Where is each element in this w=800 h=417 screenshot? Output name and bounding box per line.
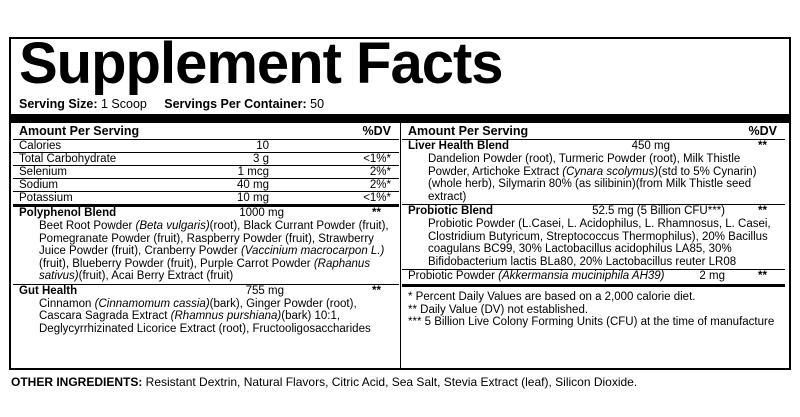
- footnote-3: *** 5 Billion Live Colony Forming Units (CFU) at the time of manufacture: [408, 316, 775, 328]
- serving-size-value: 1 Scoop: [100, 97, 147, 111]
- nutrient-name: Sodium: [19, 179, 58, 191]
- nutrient-list: [13, 140, 399, 207]
- nutrient-amount: 40 mg: [237, 179, 269, 191]
- footnotes: [402, 287, 785, 329]
- gut-ingredients: Cinnamon (Cinnamomum cassia)(bark), Ginger Powder (root), Cascara Sagrada Extract (Rhamnus purshiana)(bark) 10:1, Deglycyrrhizinated Licorice Extract (root), Fructooligosaccharides: [39, 297, 371, 335]
- polyphenol-amount: 1000 mg: [239, 207, 284, 219]
- left-header: [13, 123, 399, 140]
- nutrient-name: Total Carbohydrate: [19, 153, 117, 165]
- gut-amount: 755 mg: [245, 284, 284, 297]
- nutrient-row: [13, 166, 399, 179]
- liver-health-blend: [402, 140, 785, 205]
- servings-container-value: 50: [310, 97, 325, 111]
- nutrient-dv: 2%*: [369, 179, 391, 191]
- right-header-dv: %DV: [748, 124, 777, 138]
- footnote-1: * Percent Daily Values are based on a 2,000 calorie diet.: [408, 291, 696, 303]
- probiotic-amount: 52.5 mg (5 Billion CFU***): [592, 205, 725, 217]
- nutrient-amount: 1 mcg: [237, 166, 269, 178]
- nutrient-amount: 10: [256, 140, 269, 152]
- thick-divider: [11, 114, 789, 123]
- liver-dv: **: [758, 140, 767, 152]
- gut-dv: **: [372, 284, 381, 297]
- right-header: [402, 123, 785, 140]
- nutrient-name: Potassium: [19, 192, 73, 204]
- probiotic-ingredients: Probiotic Powder (L.Casei, L. Acidophilus, L. Rhamnosus, L. Casei, Clostridium Butyricum, Streptococcus Thermophilus), 20% Bacillus coagulans BC99, 30% Lactobacillus acidophilus LA85, 30% Bifidobacterium lactis BLa80, 20% Lactobacillus reuter LR08: [428, 218, 771, 268]
- other-ingredients: [11, 375, 637, 389]
- polyphenol-ingredients: Beet Root Powder (Beta vulgaris)(root), Black Currant Powder (fruit), Pomegranate Powder (fruit), Raspberry Powder (fruit), Strawberry Juice Powder (fruit), Cranberry Powder (Vaccinium macrocarpon L.)(fruit), Blueberry Powder (fruit), Purple Carrot Powder (Raphanus sativus)(fruit), Acai Berry Extract (fruit): [39, 220, 389, 282]
- nutrient-amount: 3 g: [253, 153, 269, 165]
- nutrient-name: Selenium: [19, 166, 67, 178]
- nutrient-row: [13, 192, 399, 207]
- nutrient-row: [13, 179, 399, 192]
- akk-amount: 2 mg: [699, 270, 725, 282]
- serving-size-label: Serving Size:: [19, 97, 98, 111]
- left-header-amount: Amount Per Serving: [19, 124, 140, 138]
- liver-amount: 450 mg: [631, 140, 670, 152]
- probiotic-blend: [402, 205, 785, 270]
- liver-name: Liver Health Blend: [408, 140, 509, 152]
- liver-ingredients: Dandelion Powder (root), Turmeric Powder (root), Milk Thistle Powder, Artichoke Extract (Cynara scolymus)(std to 5% Cynarin) (whole herb), Silymarin 80% (as silibinin)(from Milk Thistle seed extract): [428, 153, 757, 203]
- serving-info: [19, 97, 324, 111]
- polyphenol-name: Polyphenol Blend: [19, 207, 117, 219]
- nutrient-row: [13, 153, 399, 166]
- other-ingredients-text: Resistant Dextrin, Natural Flavors, Citric Acid, Sea Salt, Stevia Extract (leaf), Silicon Dioxide.: [142, 375, 638, 389]
- servings-container-label: Servings Per Container:: [164, 97, 307, 111]
- supplement-facts-panel: [9, 31, 791, 370]
- probiotic-dv: **: [758, 205, 767, 217]
- nutrient-name: Calories: [19, 140, 62, 152]
- polyphenol-dv: **: [372, 207, 381, 219]
- footnote-2: ** Daily Value (DV) not established.: [408, 303, 589, 316]
- left-column: [13, 123, 399, 368]
- right-column: [402, 123, 785, 368]
- nutrient-dv: <1%*: [363, 192, 391, 204]
- probiotic-name: Probiotic Blend: [408, 205, 493, 217]
- nutrient-dv: 2%*: [369, 166, 391, 178]
- panel-title: Supplement Facts: [19, 31, 503, 96]
- akkermansia-row: [402, 270, 785, 287]
- gut-name: Gut Health: [19, 284, 78, 297]
- left-header-dv: %DV: [362, 124, 391, 138]
- nutrient-amount: 10 mg: [237, 192, 269, 204]
- akk-name: Probiotic Powder (Akkermansia muciniphila AH39): [408, 270, 665, 282]
- column-divider: [400, 123, 401, 368]
- polyphenol-blend: [13, 207, 399, 285]
- right-header-amount: Amount Per Serving: [408, 124, 529, 138]
- other-ingredients-label: OTHER INGREDIENTS:: [11, 375, 143, 389]
- nutrient-dv: <1%*: [363, 153, 391, 165]
- akk-dv: **: [758, 270, 767, 282]
- gut-health-blend: [13, 285, 399, 337]
- nutrient-row: [13, 140, 399, 153]
